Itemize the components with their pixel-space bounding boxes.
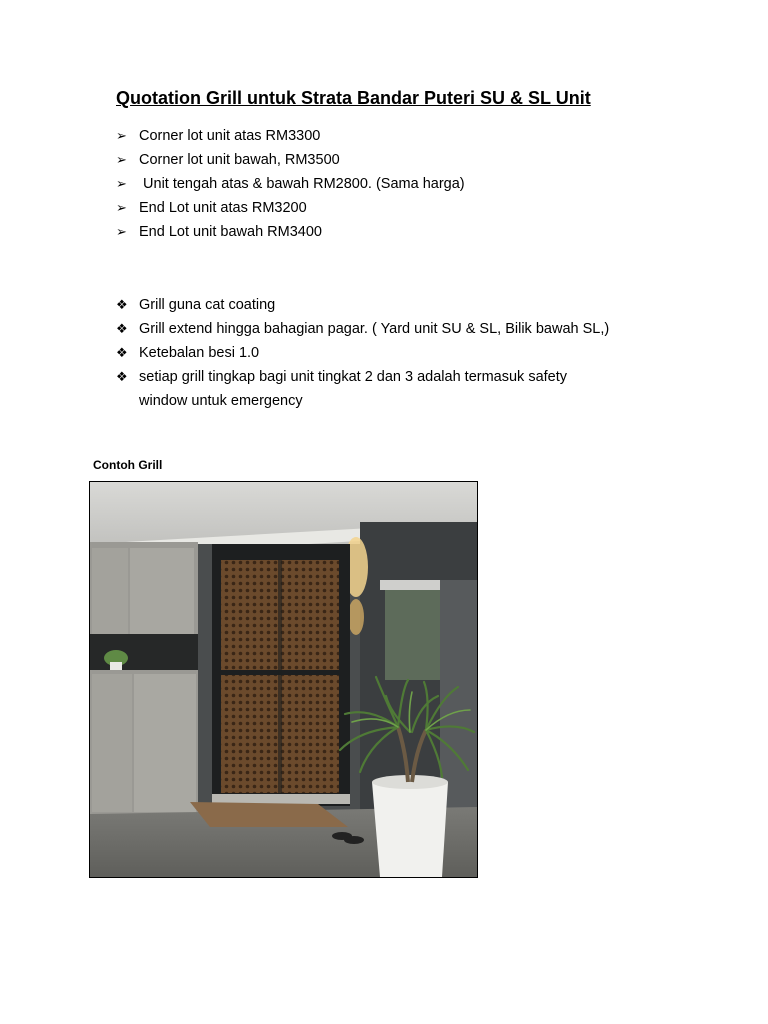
price-item-text: End Lot unit atas RM3200 <box>139 200 307 216</box>
diamond-bullet-icon: ❖ <box>116 345 128 360</box>
arrowhead-bullet-icon: ➢ <box>116 176 127 191</box>
photo-caption: Contoh Grill <box>93 458 163 472</box>
note-item-text: Grill extend hingga bahagian pagar. ( Yard unit SU & SL, Bilik bawah SL,) <box>139 321 610 337</box>
arrowhead-bullet-icon: ➢ <box>116 224 127 239</box>
note-item-text: Ketebalan besi 1.0 <box>139 345 260 361</box>
grill-example-photo <box>89 481 478 878</box>
diamond-bullet-icon: ❖ <box>116 321 128 336</box>
diamond-bullet-icon: ❖ <box>116 297 128 312</box>
price-item-text: End Lot unit bawah RM3400 <box>139 224 322 240</box>
price-item-text: Corner lot unit atas RM3300 <box>139 128 321 144</box>
arrowhead-bullet-icon: ➢ <box>116 128 127 143</box>
diamond-bullet-icon: ❖ <box>116 369 128 384</box>
document-title: Quotation Grill untuk Strata Bandar Puteri SU & SL Unit <box>116 88 591 108</box>
note-item-text: setiap grill tingkap bagi unit tingkat 2 dan 3 adalah termasuk safety <box>139 369 568 385</box>
arrowhead-bullet-icon: ➢ <box>116 152 127 167</box>
note-item-text: Grill guna cat coating <box>139 297 276 313</box>
arrowhead-bullet-icon: ➢ <box>116 200 127 215</box>
note-item-text: window untuk emergency <box>139 393 303 409</box>
price-item-text: Unit tengah atas & bawah RM2800. (Sama harga) <box>139 176 465 192</box>
price-item-text: Corner lot unit bawah, RM3500 <box>139 152 340 168</box>
